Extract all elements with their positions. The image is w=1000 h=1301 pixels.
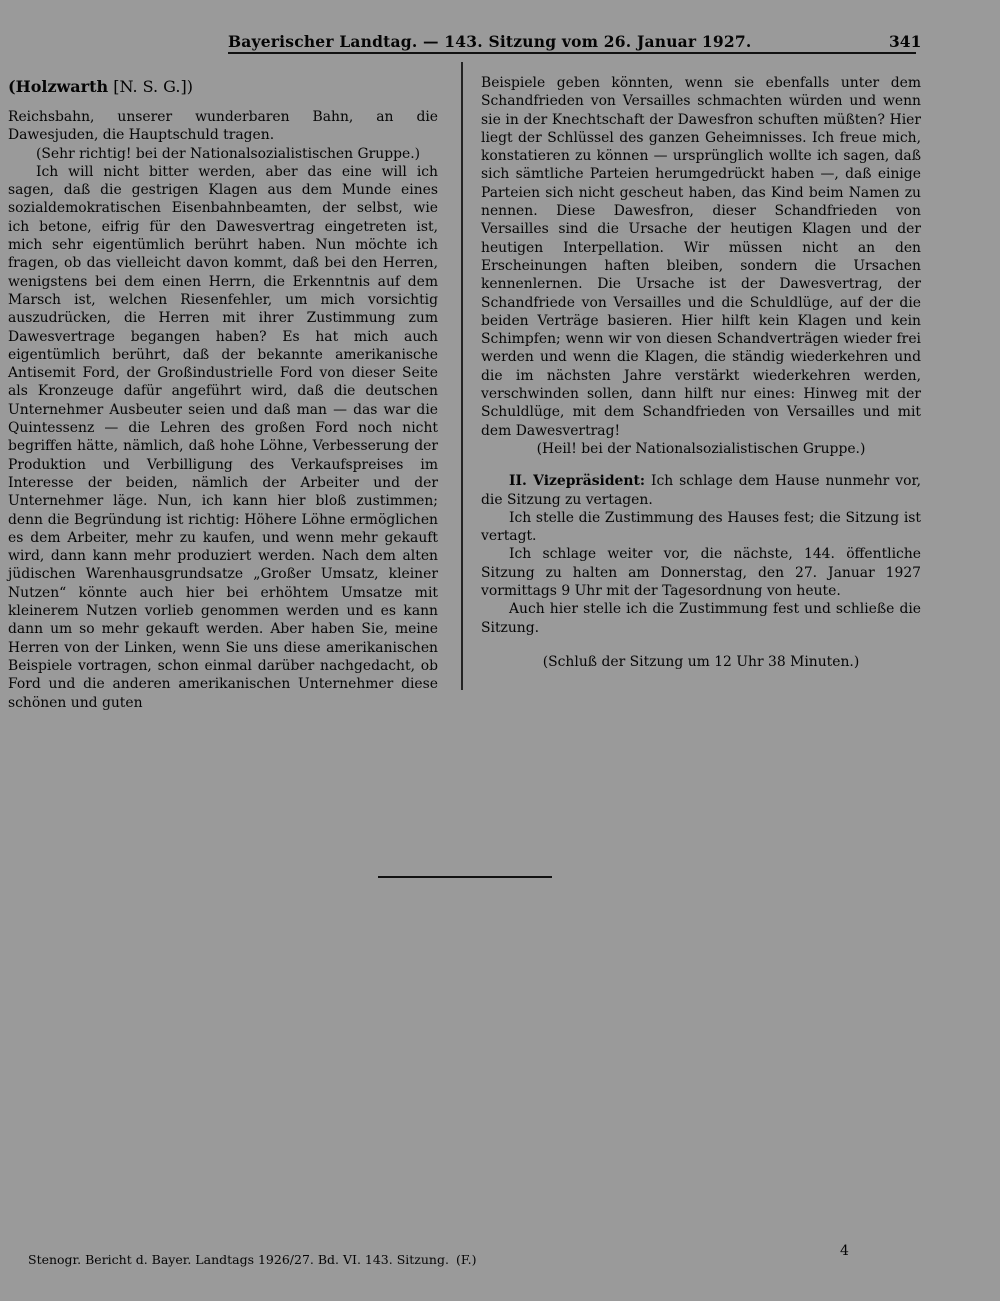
speaker-text: Ich schlage dem Hause nunmehr vor, die Sitzung zu vertagen. (481, 473, 921, 508)
interjection: (Heil! bei der Nationalsozialistischen Gruppe.) (536, 440, 866, 457)
left-column (8, 76, 438, 712)
speaker-party: [N. S. G.]) (113, 77, 193, 96)
paragraph: Ich stelle die Zustimmung des Hauses fest; die Sitzung ist vertagt. (481, 509, 921, 545)
paragraph: Reichsbahn, unserer wunderbaren Bahn, an die Dawesjuden, die Hauptschuld tragen. (8, 109, 438, 144)
section-separator (378, 876, 552, 878)
right-column (481, 74, 921, 671)
column-divider (461, 62, 463, 690)
paragraph: Beispiele geben könnten, wenn sie ebenfalls unter dem Schandfrieden von Versailles schmachten würden und wenn sie in der Knechtschaft der Dawesfron schuften müßten? Hier liegt der Schlüssel des ganzen Geheimnisses. Ich freue mich, konstatieren zu können — ursprünglich wollte ich sagen, daß sich sämtliche Parteien herumgedrückt haben —, daß einige Parteien sich nicht gescheut haben, das Kind beim Namen zu nennen. Diese Dawesfron, dieser Schandfrieden von Versailles sind die Ursache der heutigen Klagen und der heutigen Interpellation. Wir müssen nicht an den Erscheinungen haften bleiben, sondern die Ursachen kennenlernen. Die Ursache ist der Dawesvertrag, der Schandfriede von Versailles und die Schuldlüge, auf der die beiden Verträge basieren. Hier hilft kein Klagen und kein Schimpfen; wenn wir von diesen Schandverträgen wieder frei werden und wenn die Klagen, die ständig wiederkehren und die im nächsten Jahre verstärkt wiederkehren werden, verschwinden sollen, dann hilft nur eines: Hinweg mit der Schuldlüge, mit dem Schandfrieden von Versailles und mit dem Dawesvertrag! (481, 75, 921, 439)
paragraph: Auch hier stelle ich die Zustimmung fest und schließe die Sitzung. (481, 601, 921, 636)
sheet-number: 4 (840, 1243, 849, 1259)
paragraph (481, 472, 921, 509)
speaker-heading (8, 76, 438, 98)
header-rule (228, 52, 916, 54)
running-header (0, 32, 1000, 54)
footer-mark: (F.) (456, 1252, 477, 1267)
header-title: Bayerischer Landtag. — 143. Sitzung vom 26. Januar 1927. (228, 32, 752, 51)
paragraph: Ich will nicht bitter werden, aber das eine will ich sagen, daß die gestrigen Klagen aus dem Munde eines sozialdemokratischen Eisenbahnbeamten, der selbst, wie ich betone, eifrig für den Dawesvertrag eingetreten ist, mich sehr eigentümlich berührt haben. Nun möchte ich fragen, ob das vielleicht davon kommt, daß bei den Herren, wenigstens bei dem einen Herrn, die Erkenntnis auf dem Marsch ist, welchen Riesenfehler, um mich vorsichtig auszudrücken, die Herren mit ihrer Zustimmung zum Dawesvertrage begangen haben? Es hat mich auch eigentümlich berührt, daß der bekannte amerikanische Antisemit Ford, der Großindustrielle Ford von dieser Seite als Kronzeuge dafür angeführt wird, daß die deutschen Unternehmer Ausbeuter seien und daß man — das war die Quintessenz — die Lehren des großen Ford noch nicht begriffen hätte, nämlich, daß hohe Löhne, Verbesserung der Produktion und Verbilligung des Verkaufspreises im Interesse der beiden, nämlich der Arbeiter und der Unternehmer läge. Nun, ich kann hier bloß zustimmen; denn die Begründung ist richtig: Höhere Löhne ermöglichen es dem Arbeiter, mehr zu kaufen, und wenn mehr gekauft wird, dann kann mehr produziert werden. Nach dem alten jüdischen Warenhausgrundsatze „Großer Umsatz, kleiner Nutzen“ könnte auch hier bei erhöhtem Umsatze mit kleinerem Nutzen vorlieb genommen werden und es kann dann um so mehr gekauft werden. Aber haben Sie, meine Herren von der Linken, wenn Sie uns diese amerikanischen Beispiele vortragen, schon einmal darüber nachgedacht, ob Ford und die anderen amerikanischen Unternehmer diese schönen und guten (8, 163, 438, 711)
interjection: (Sehr richtig! bei der Nationalsozialistischen Gruppe.) (36, 145, 421, 162)
footer-citation: Stenogr. Bericht d. Bayer. Landtags 1926/27. Bd. VI. 143. Sitzung. (28, 1252, 449, 1267)
speaker-name: II. Vizepräsident: (509, 473, 646, 490)
page-number: 341 (889, 32, 922, 51)
closing-note: (Schluß der Sitzung um 12 Uhr 38 Minuten.) (542, 653, 860, 670)
speaker-name: (Holzwarth (8, 77, 109, 96)
paragraph: Ich schlage weiter vor, die nächste, 144. öffentliche Sitzung zu halten am Donnerstag, den 27. Januar 1927 vormittags 9 Uhr mit der Tagesordnung von heute. (481, 546, 921, 600)
